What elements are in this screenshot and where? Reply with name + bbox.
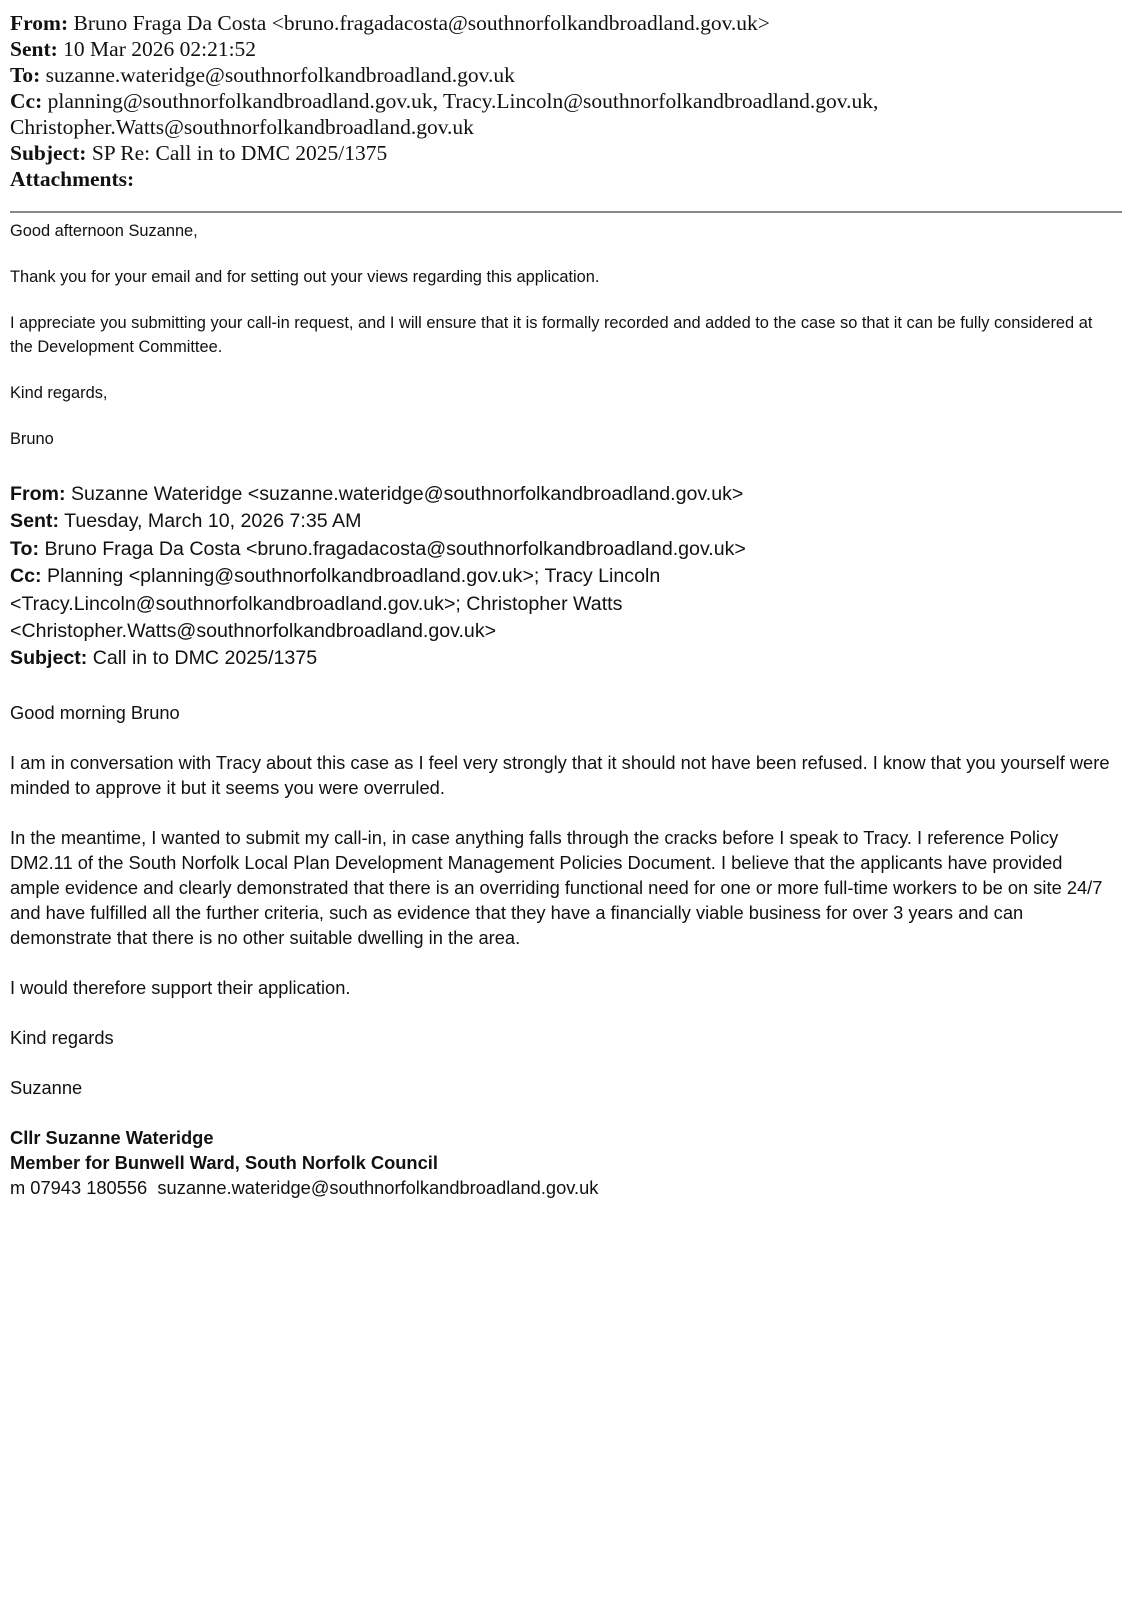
header-from-row — [10, 10, 1110, 36]
quoted-sent-label: Sent: — [10, 510, 59, 533]
quoted-cc-row — [10, 563, 1110, 645]
signature-role: Member for Bunwell Ward, South Norfolk Council — [10, 1152, 438, 1173]
quoted-subject-value: Call in to DMC 2025/1375 — [92, 647, 318, 670]
reply-signature-name: Bruno — [10, 429, 54, 448]
quoted-body — [10, 700, 1110, 1200]
header-to-label: To: — [10, 63, 41, 87]
signature-block — [10, 1125, 1110, 1200]
header-cc-value: planning@southnorfolkandbroadland.gov.uk, Tracy.Lincoln@southnorfolkandbroadland.gov.uk, — [47, 89, 879, 113]
quoted-signature-name: Suzanne — [10, 1077, 83, 1098]
header-from-value: Bruno Fraga Da Costa <bruno.fragadacosta@southnorfolkandbroadland.gov.uk> — [73, 11, 770, 35]
quoted-to-value: Bruno Fraga Da Costa <bruno.fragadacosta@southnorfolkandbroadland.gov.uk> — [44, 537, 746, 560]
quoted-to-row — [10, 536, 1110, 563]
header-attachments-row — [10, 166, 1110, 192]
quoted-from-row — [10, 481, 1110, 508]
header-subject-value: SP Re: Call in to DMC 2025/1375 — [91, 141, 388, 165]
header-to-row — [10, 62, 1110, 88]
quoted-to-label: To: — [10, 537, 40, 560]
header-to-value: suzanne.wateridge@southnorfolkandbroadland.gov.uk — [45, 63, 515, 87]
quoted-sent-row — [10, 508, 1110, 535]
quoted-closing: Kind regards — [10, 1027, 114, 1048]
reply-paragraph-1: Thank you for your email and for setting out your views regarding this application. — [10, 268, 600, 286]
header-cc-row-continued — [10, 114, 1110, 140]
header-subject-row — [10, 140, 1110, 166]
quoted-from-value: Suzanne Wateridge <suzanne.wateridge@southnorfolkandbroadland.gov.uk> — [70, 483, 744, 505]
quoted-subject-label: Subject: — [10, 647, 88, 670]
header-cc-value-continued: Christopher.Watts@southnorfolkandbroadland.gov.uk — [10, 115, 474, 139]
quoted-sent-value: Tuesday, March 10, 2026 7:35 AM — [64, 510, 362, 533]
reply-body — [10, 220, 1110, 474]
quoted-cc-value: Planning <planning@southnorfolkandbroadland.gov.uk>; Tracy Lincoln <Tracy.Lincoln@southnorfolkandbroadland.gov.uk>; Christopher Watts <Christopher.Watts@southnorfolkandbroadland.gov.uk> — [10, 565, 661, 643]
header-attachments-label: Attachments: — [10, 167, 135, 191]
header-sent-row — [10, 36, 1110, 62]
reply-paragraph-2: I appreciate you submitting your call-in request, and I will ensure that it is formally recorded and added to the case so that it can be fully considered at the Development Committee. — [10, 314, 1093, 356]
quoted-subject-row — [10, 645, 1110, 672]
quoted-paragraph-3: I would therefore support their application. — [10, 977, 351, 998]
quoted-paragraph-1: I am in conversation with Tracy about this case as I feel very strongly that it should not have been refused. I know that you yourself were minded to approve it but it seems you were overruled. — [10, 752, 1110, 798]
header-from-label: From: — [10, 11, 69, 35]
reply-greeting: Good afternoon Suzanne, — [10, 222, 198, 240]
quoted-header — [10, 481, 1110, 673]
quoted-from-label: From: — [10, 483, 66, 505]
header-subject-label: Subject: — [10, 141, 87, 165]
header-cc-label: Cc: — [10, 89, 43, 113]
header-sent-value: 10 Mar 2026 02:21:52 — [63, 37, 257, 61]
signature-contact: m 07943 180556 suzanne.wateridge@southnorfolkandbroadland.gov.uk — [10, 1177, 599, 1198]
reply-closing: Kind regards, — [10, 383, 108, 402]
email-header — [10, 10, 1110, 192]
signature-title: Cllr Suzanne Wateridge — [10, 1127, 214, 1148]
header-cc-row — [10, 88, 1110, 114]
header-divider — [10, 211, 1122, 213]
quoted-greeting: Good morning Bruno — [10, 702, 180, 723]
header-sent-label: Sent: — [10, 37, 58, 61]
quoted-cc-label: Cc: — [10, 565, 42, 588]
quoted-paragraph-2: In the meantime, I wanted to submit my call-in, in case anything falls through the cracks before I speak to Tracy. I reference Policy DM2.11 of the South Norfolk Local Plan Development Management Policies Document. I believe that the applicants have provided ample evidence and clearly demonstrated that there is an overriding functional need for one or more full-time workers to be on site 24/7 and have fulfilled all the further criteria, such as evidence that they have a financially viable business for over 3 years and can demonstrate that there is no other suitable dwelling in the area. — [10, 827, 1103, 948]
